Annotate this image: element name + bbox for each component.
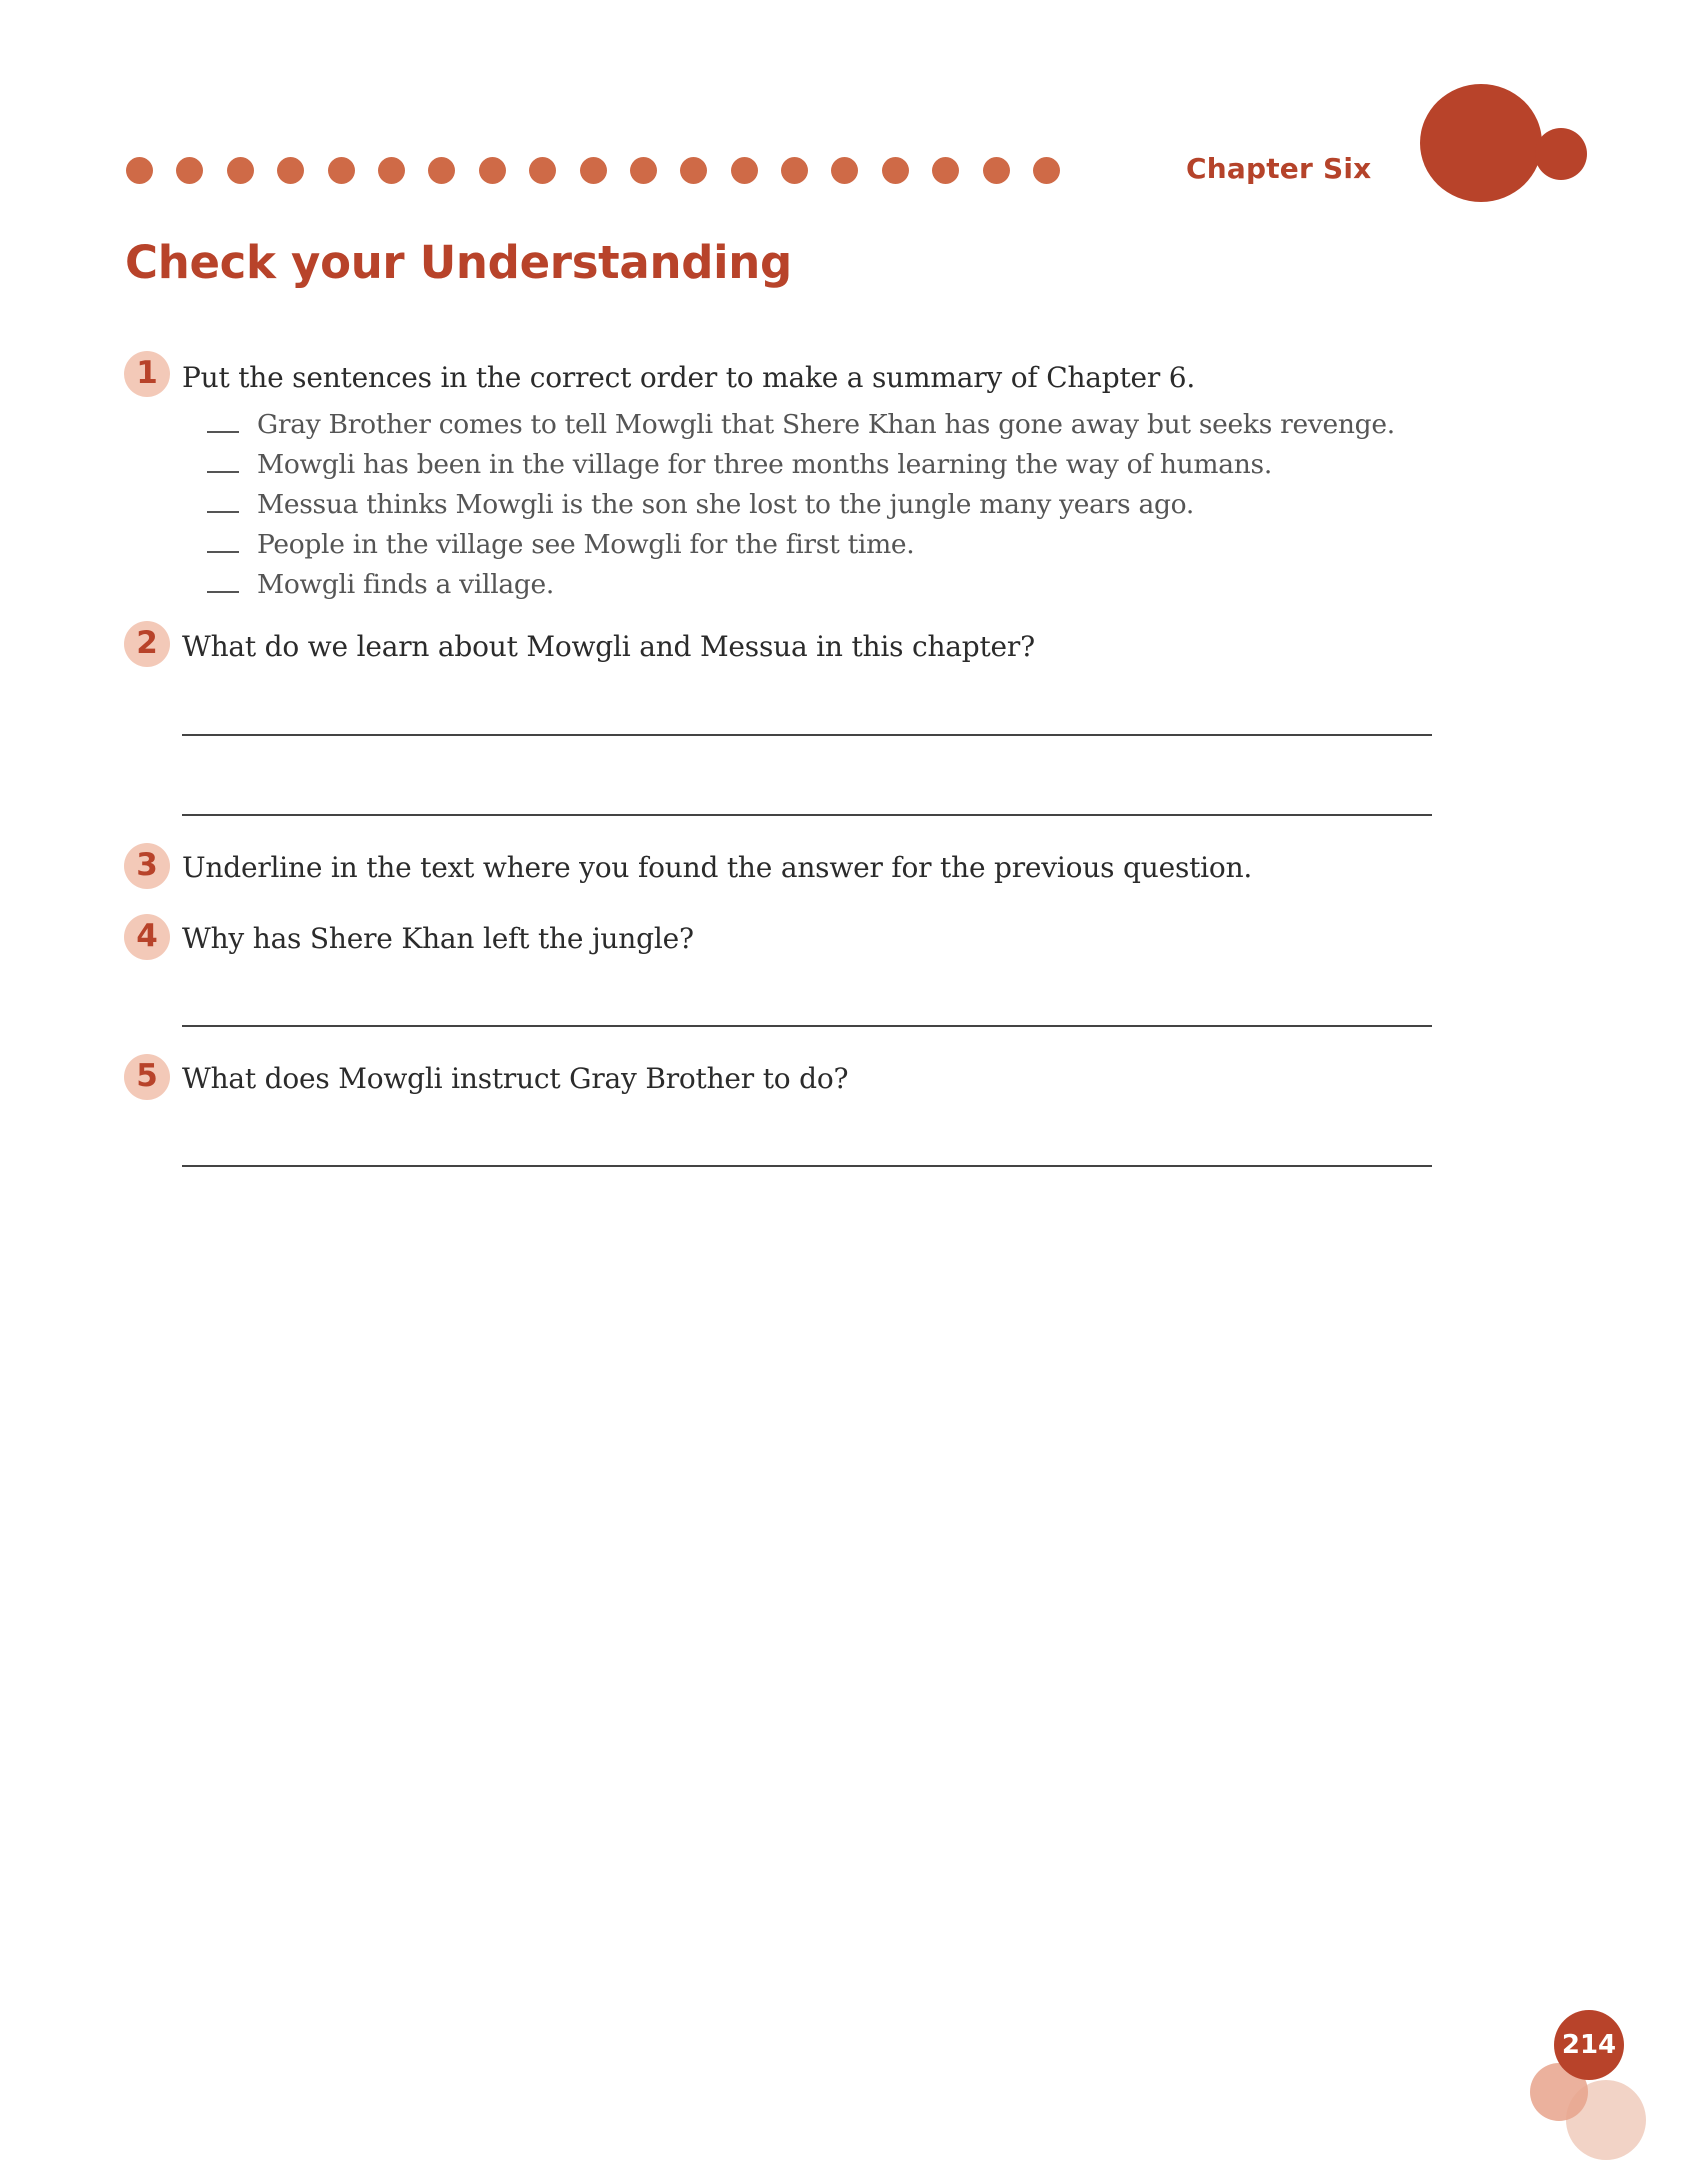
header-dot xyxy=(277,157,304,184)
answer-line[interactable] xyxy=(182,1025,1432,1027)
question-3-text: Underline in the text where you found the answer for the previous question. xyxy=(182,851,1253,884)
question-2-text: What do we learn about Mowgli and Messua in this chapter? xyxy=(182,630,1035,663)
answer-line[interactable] xyxy=(182,734,1432,736)
summary-item-text: Messua thinks Mowgli is the son she lost to the jungle many years ago. xyxy=(257,489,1194,520)
summary-item-text: Mowgli finds a village. xyxy=(257,569,555,600)
question-number-2: 2 xyxy=(124,621,170,667)
answer-line[interactable] xyxy=(182,1165,1432,1167)
chapter-label: Chapter Six xyxy=(1186,152,1372,185)
summary-item-5 xyxy=(207,569,554,600)
header-dot xyxy=(1033,157,1060,184)
header-dot xyxy=(731,157,758,184)
question-number-5: 5 xyxy=(124,1054,170,1100)
header-dot xyxy=(932,157,959,184)
header-dot xyxy=(680,157,707,184)
page-number: 214 xyxy=(1554,2010,1624,2080)
summary-item-text: People in the village see Mowgli for the first time. xyxy=(257,529,915,560)
answer-line[interactable] xyxy=(182,814,1432,816)
header-dot xyxy=(529,157,556,184)
header-dot xyxy=(479,157,506,184)
header-dot xyxy=(781,157,808,184)
order-blank[interactable] xyxy=(207,511,239,513)
question-1-text: Put the sentences in the correct order to make a summary of Chapter 6. xyxy=(182,361,1196,394)
header-dot xyxy=(328,157,355,184)
header-dot xyxy=(227,157,254,184)
question-number-4: 4 xyxy=(124,914,170,960)
order-blank[interactable] xyxy=(207,431,239,433)
summary-item-text: Gray Brother comes to tell Mowgli that Shere Khan has gone away but seeks revenge. xyxy=(257,409,1395,440)
header-dot xyxy=(983,157,1010,184)
header-dot xyxy=(831,157,858,184)
summary-item-2 xyxy=(207,449,1272,480)
header-dot xyxy=(176,157,203,184)
order-blank[interactable] xyxy=(207,551,239,553)
header-dot-row xyxy=(126,157,1083,184)
header-dot xyxy=(126,157,153,184)
header-dot xyxy=(882,157,909,184)
order-blank[interactable] xyxy=(207,471,239,473)
summary-item-3 xyxy=(207,489,1194,520)
summary-item-4 xyxy=(207,529,914,560)
summary-item-1 xyxy=(207,409,1395,440)
question-number-3: 3 xyxy=(124,843,170,889)
question-number-1: 1 xyxy=(124,351,170,397)
order-blank[interactable] xyxy=(207,591,239,593)
header-dot xyxy=(428,157,455,184)
question-4-text: Why has Shere Khan left the jungle? xyxy=(182,922,694,955)
page-title: Check your Understanding xyxy=(125,236,792,289)
decorative-circle-small xyxy=(1535,128,1587,180)
summary-item-text: Mowgli has been in the village for three months learning the way of humans. xyxy=(257,449,1272,480)
header-dot xyxy=(378,157,405,184)
question-5-text: What does Mowgli instruct Gray Brother to do? xyxy=(182,1062,849,1095)
header-dot xyxy=(630,157,657,184)
decorative-circle-large xyxy=(1420,84,1542,202)
header-dot xyxy=(580,157,607,184)
